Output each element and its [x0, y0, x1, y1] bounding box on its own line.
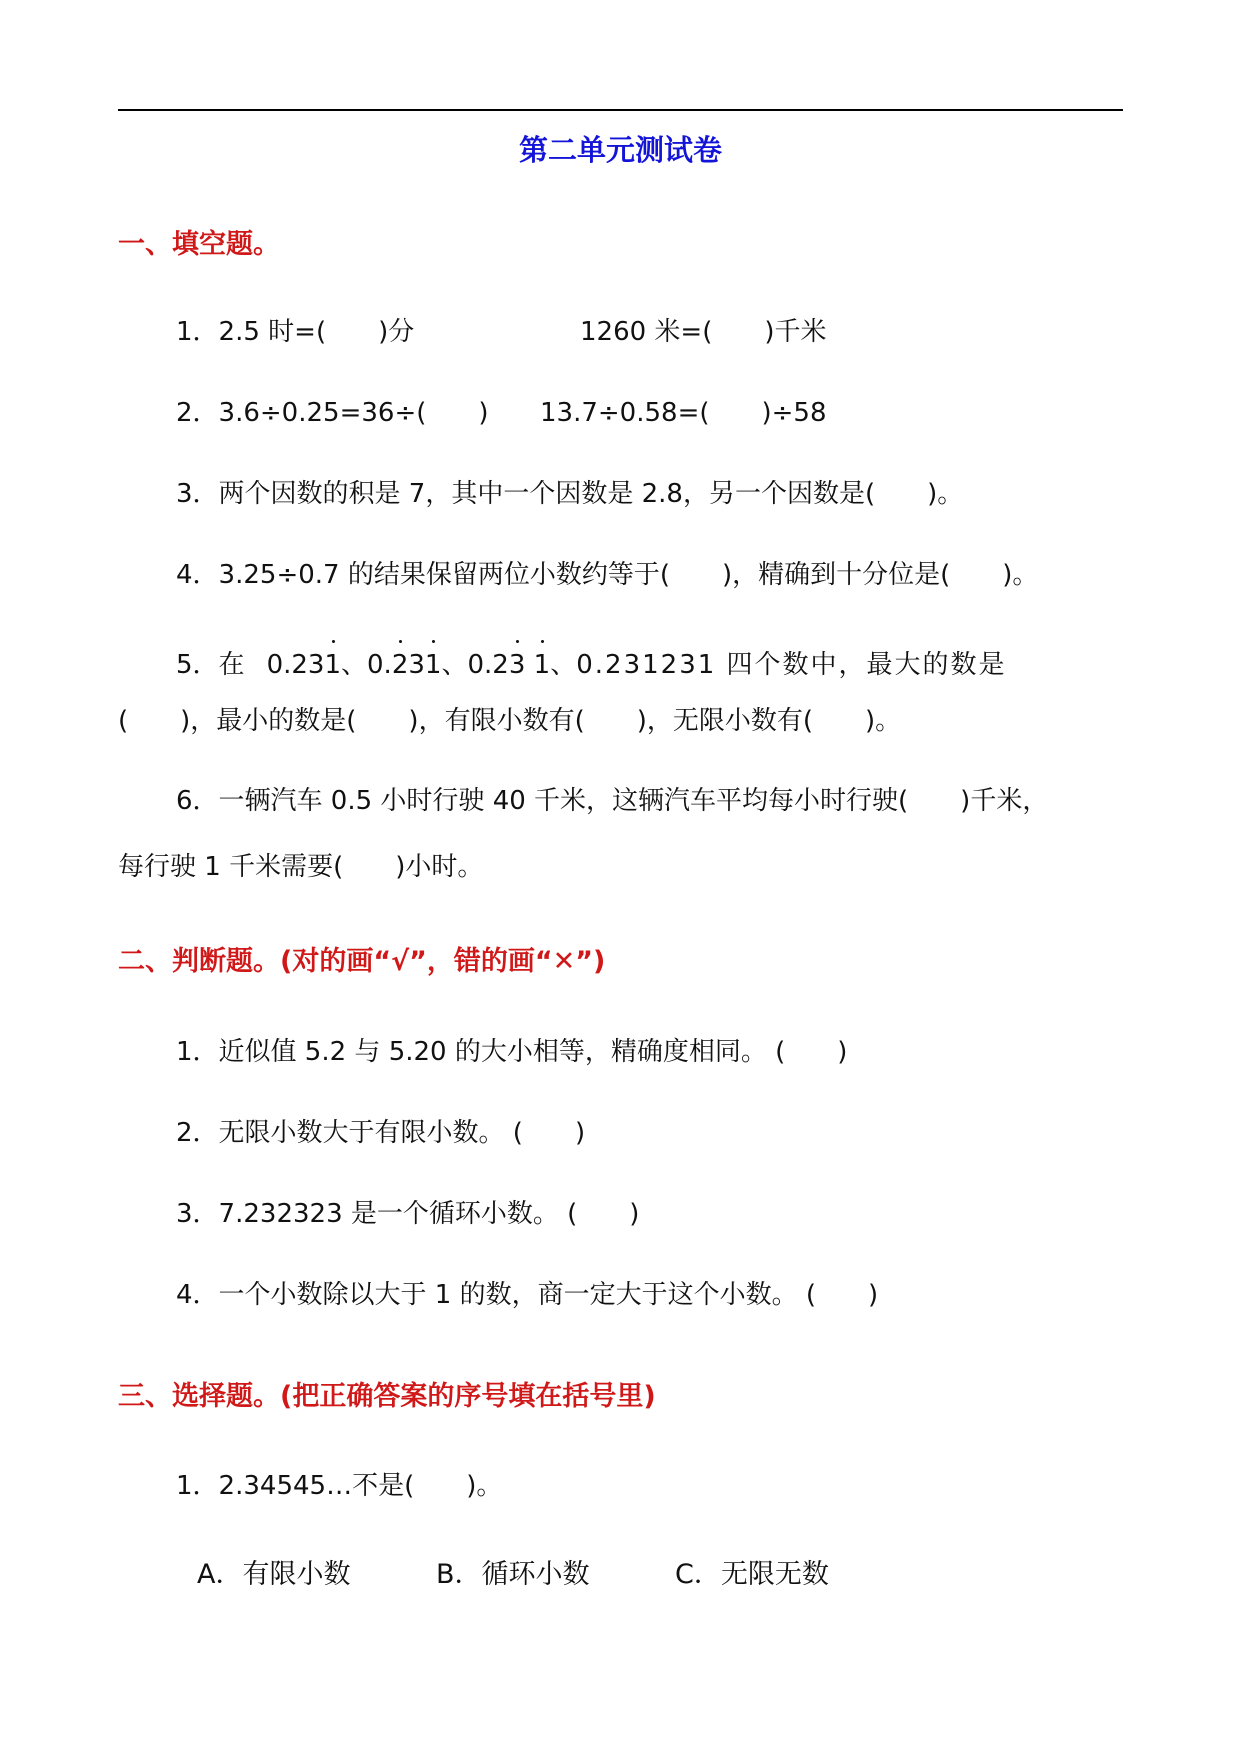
question-number: 1． [176, 1471, 219, 1501]
digits: 0.23 [266, 650, 325, 680]
separator: 、 [341, 650, 368, 680]
fill-question-2 [176, 396, 489, 430]
repeat-dot-digit: 2 [391, 650, 409, 680]
fill-question-6-text: 一辆汽车 0.5 小时行驶 40 千米，这辆汽车平均每小时行驶( )千米， [218, 786, 1049, 816]
question-number: 4． [176, 1280, 219, 1310]
judge-question-text: 7.232323 是一个循环小数。 ( ) [218, 1199, 640, 1229]
digits: 3 [408, 650, 425, 680]
fill-question-4-text: 3.25÷0.7 的结果保留两位小数约等于( )，精确到十分位是( )。 [218, 560, 1039, 590]
top-rule [118, 109, 1123, 111]
fill-question-5-line1 [176, 648, 1007, 682]
repeating-decimal-1 [267, 650, 341, 680]
section-fill-in-heading: 一、填空题。 [118, 229, 280, 260]
q5-tail: 0.231231 四个数中，最大的数是 [576, 650, 1007, 680]
question-number: 3． [176, 479, 219, 509]
digits: 0. [367, 650, 392, 680]
option-b: B．循环小数 [436, 1559, 590, 1590]
fill-question-6-line2: 每行驶 1 千米需要( )小时。 [118, 852, 484, 882]
question-number: 4． [176, 560, 219, 590]
page-title: 第二单元测试卷 [518, 133, 722, 167]
fill-question-5-line2: ( )，最小的数是( )，有限小数有( )，无限小数有( )。 [118, 706, 902, 736]
judge-question-text: 一个小数除以大于 1 的数，商一定大于这个小数。 ( ) [218, 1280, 879, 1310]
fill-question-3-text: 两个因数的积是 7，其中一个因数是 2.8，另一个因数是( )。 [218, 479, 964, 509]
judge-question-text: 无限小数大于有限小数。 ( ) [218, 1118, 586, 1148]
question-number: 2． [176, 398, 219, 428]
question-number: 1． [176, 317, 219, 347]
question-number: 6． [176, 786, 219, 816]
fill-question-2a: 3.6÷0.25=36÷( ) [218, 398, 489, 428]
question-number: 3． [176, 1199, 219, 1229]
q5-lead: 在 [218, 650, 245, 680]
question-number: 1． [176, 1037, 219, 1067]
section-multiple-choice-heading: 三、选择题。(把正确答案的序号填在括号里) [118, 1381, 656, 1412]
fill-question-4 [176, 558, 1038, 592]
repeat-dot-digit: 1 [533, 650, 551, 680]
digits [525, 650, 533, 680]
repeat-dot-digit: 3 [508, 650, 526, 680]
judge-question-1 [176, 1035, 847, 1069]
choice-question-1 [176, 1469, 502, 1503]
section-true-false-heading: 二、判断题。(对的画“√”，错的画“✕”) [118, 946, 606, 977]
fill-question-1b: 1260 米=( )千米 [580, 317, 827, 347]
repeat-dot-digit: 1 [424, 650, 442, 680]
separator: 、 [550, 650, 577, 680]
repeating-decimal-2 [367, 650, 441, 680]
judge-question-4 [176, 1278, 878, 1312]
question-number: 2． [176, 1118, 219, 1148]
fill-question-3 [176, 477, 963, 511]
choice-question-text: 2.34545…不是( )。 [218, 1471, 503, 1501]
fill-question-2b: 13.7÷0.58=( )÷58 [540, 398, 827, 428]
repeat-dot-digit: 1 [324, 650, 341, 680]
judge-question-text: 近似值 5.2 与 5.20 的大小相等，精确度相同。 ( ) [218, 1037, 848, 1067]
fill-question-6-line1 [176, 784, 1048, 818]
fill-question-1a: 2.5 时=( )分 [218, 317, 415, 347]
repeating-decimal-3 [467, 650, 550, 680]
fill-question-1 [176, 315, 414, 349]
question-number: 5． [176, 650, 219, 680]
separator: 、 [441, 650, 468, 680]
judge-question-3 [176, 1197, 639, 1231]
digits: 0.2 [467, 650, 509, 680]
option-a: A．有限小数 [197, 1559, 351, 1590]
option-c: C．无限无数 [675, 1559, 829, 1590]
judge-question-2 [176, 1116, 585, 1150]
